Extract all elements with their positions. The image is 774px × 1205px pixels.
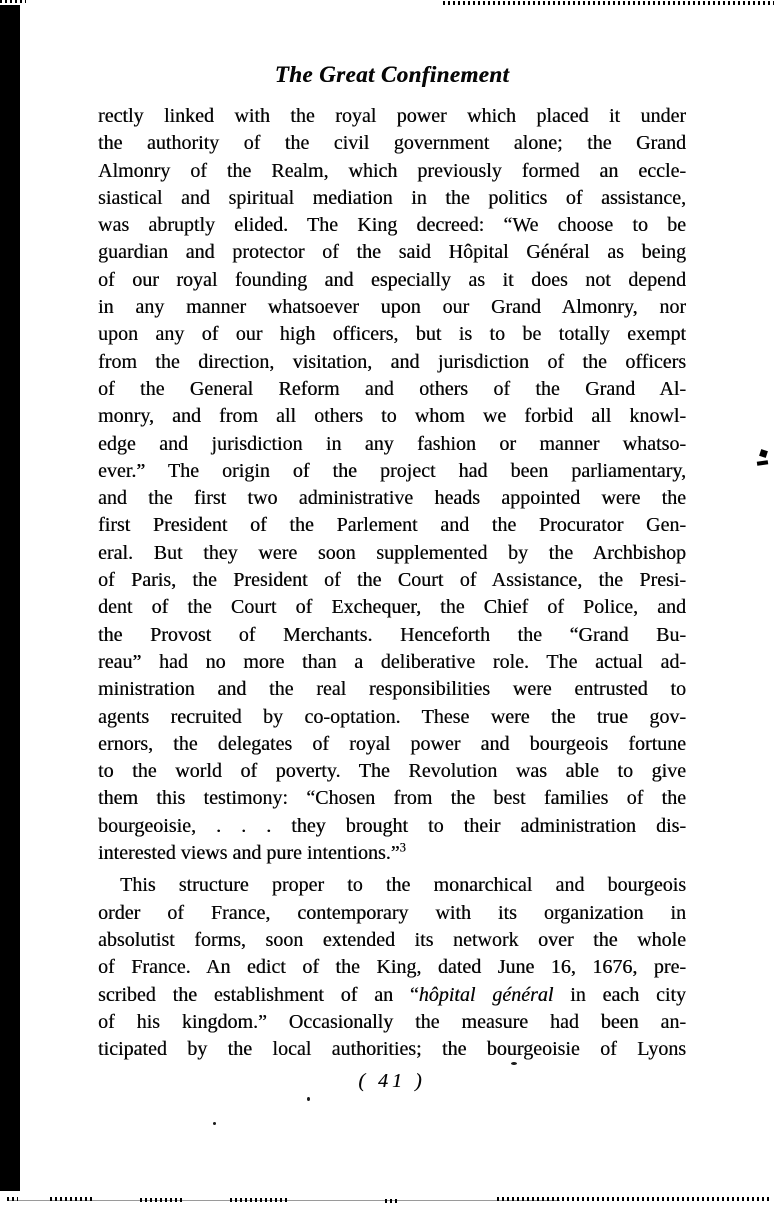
text-line: of France. An edict of the King, dated June 16, 1676, pre- [98,956,686,979]
text-line: and the first two administrative heads appointed were the [98,487,686,510]
scan-dotted-edge-bottom [50,1197,95,1201]
text-line: was abruptly elided. The King decreed: “We choose to be [98,214,686,237]
text-line: absolutist forms, soon extended its network over the whole [98,928,686,951]
scan-dotted-edge-bottom [230,1198,290,1202]
text-line: edge and jurisdiction in any fashion or manner whatso- [98,432,686,455]
text-line: ticipated by the local authorities; the bourgeoisie of Lyons [98,1038,686,1061]
paragraph [98,872,686,1063]
text-line: of our royal founding and especially as it does not depend [98,268,686,291]
text-line: bourgeoisie, . . . they brought to their administration dis- [98,814,686,837]
page-number: ( 41 ) [358,1070,426,1092]
body-text [98,103,686,1063]
ink-blot [757,460,768,465]
scan-dotted-edge-top [443,1,774,5]
text-line: ernors, the delegates of royal power and bourgeois fortune [98,732,686,755]
text-line: in any manner whatsoever upon our Grand Almonry, nor [98,296,686,319]
ink-speck [213,1122,216,1125]
text-line: them this testimony: “Chosen from the best families of the [98,787,686,810]
text-line: the Provost of Merchants. Henceforth the “Grand Bu- [98,623,686,646]
running-head: The Great Confinement [274,62,510,87]
text-line: eral. But they were soon supplemented by the Archbishop [98,541,686,564]
text-line: agents recruited by co-optation. These were the true gov- [98,705,686,728]
text-line: siastical and spiritual mediation in the politics of assistance, [98,186,686,209]
text-line: upon any of our high officers, but is to be totally exempt [98,323,686,346]
text-line: from the direction, visitation, and jurisdiction of the officers [98,350,686,373]
text-line: ever.” The origin of the project had been parliamentary, [98,459,686,482]
text-line: dent of the Court of Exchequer, the Chief of Police, and [98,596,686,619]
text-line: the authority of the civil government alone; the Grand [98,132,686,155]
scan-dotted-edge-bottom [140,1198,182,1202]
text-line: This structure proper to the monarchical and bourgeois [120,874,686,897]
text-line: Almonry of the Realm, which previously formed an eccle- [98,159,686,182]
text-line: reau” had no more than a deliberative role. The actual ad- [98,650,686,673]
text-line: ministration and the real responsibilities were entrusted to [98,678,686,701]
ink-speck [307,1097,310,1101]
ink-blot [759,449,768,458]
text-line: to the world of poverty. The Revolution was able to give [98,760,686,783]
paragraph [98,103,686,867]
scan-dotted-edge-topleft [0,0,26,3]
text-line: of Paris, the President of the Court of Assistance, the Presi- [98,569,686,592]
text-line: guardian and protector of the said Hôpital Général as being [98,241,686,264]
scan-dotted-edge-bottom [497,1197,770,1201]
text-line: monry, and from all others to whom we forbid all knowl- [98,405,686,428]
scan-edge-bar [0,5,20,1191]
text-line: scribed the establishment of an “hôpital général in each city [98,983,686,1006]
text-line: order of France, contemporary with its organization in [98,901,686,924]
scan-dotted-edge-bottom [7,1197,18,1201]
text-line: of his kingdom.” Occasionally the measure had been an- [98,1010,686,1033]
text-line: rectly linked with the royal power which placed it under [98,105,686,127]
scan-dotted-edge-bottom [385,1199,397,1203]
text-line: first President of the Parlement and the Procurator Gen- [98,514,686,537]
text-line: of the General Reform and others of the Grand Al- [98,377,686,400]
text-line: interested views and pure intentions.”$^3$ [98,840,406,865]
